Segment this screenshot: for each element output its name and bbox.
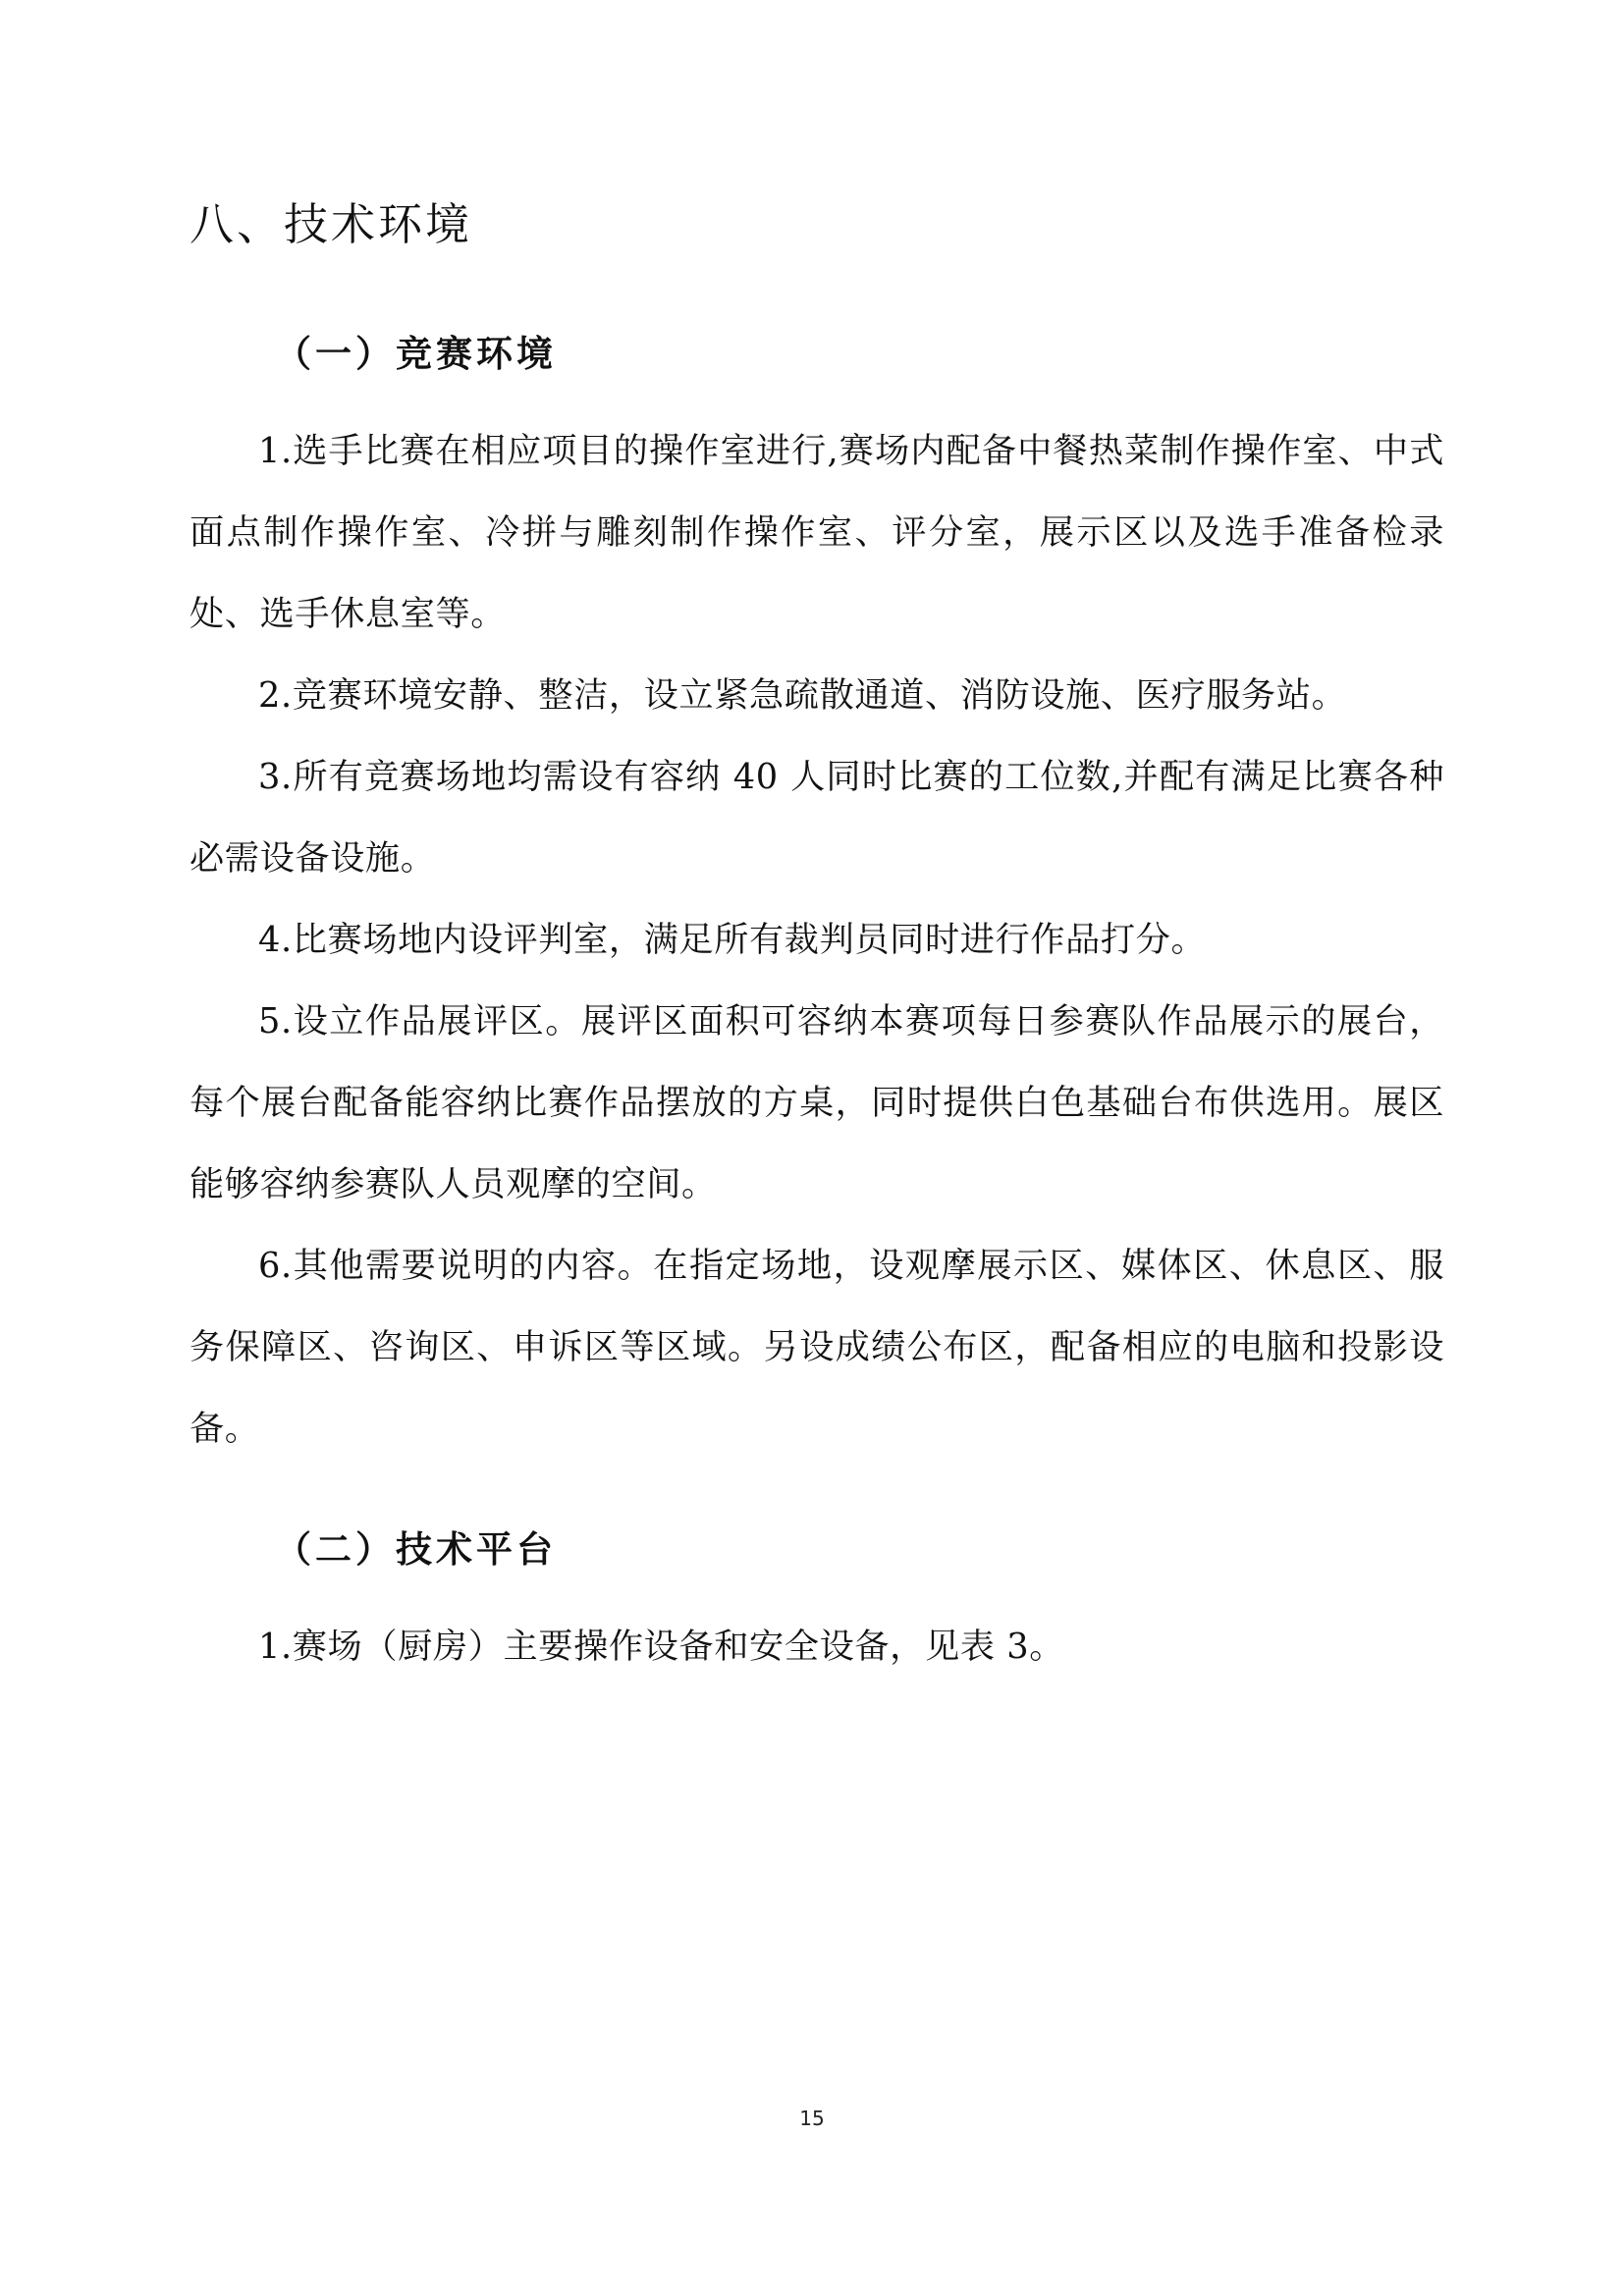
- paragraph-1: 1.选手比赛在相应项目的操作室进行,赛场内配备中餐热菜制作操作室、中式面点制作操作室、冷拼与雕刻制作操作室、评分室，展示区以及选手准备检录处、选手休息室等。: [189, 431, 1444, 634]
- paragraph-4: 4.比赛场地内设评判室，满足所有裁判员同时进行作品打分。: [258, 920, 1207, 960]
- paragraph-7: 1.赛场（厨房）主要操作设备和安全设备，见表 3。: [258, 1627, 1065, 1667]
- paragraph-5: 5.设立作品展评区。展评区面积可容纳本赛项每日参赛队作品展示的展台，每个展台配备能容纳比赛作品摆放的方桌，同时提供白色基础台布供选用。展区能够容纳参赛队人员观摩的空间。: [189, 1001, 1444, 1204]
- paragraph-3: 3.所有竞赛场地均需设有容纳 40 人同时比赛的工位数,并配有满足比赛各种必需设备设施。: [189, 757, 1444, 879]
- subsection-title-technical-platform: （二）技术平台: [275, 1528, 557, 1571]
- paragraph-2: 2.竞赛环境安静、整洁，设立紧急疏散通道、消防设施、医疗服务站。: [258, 675, 1347, 716]
- section-title: 八、技术环境: [189, 198, 473, 250]
- paragraph-6: 6.其他需要说明的内容。在指定场地，设观摩展示区、媒体区、休息区、服务保障区、咨询区、申诉区等区域。另设成绩公布区，配备相应的电脑和投影设备。: [189, 1246, 1444, 1449]
- page-number: 15: [799, 2107, 825, 2130]
- subsection-title-competition-environment: （一）竞赛环境: [275, 333, 557, 375]
